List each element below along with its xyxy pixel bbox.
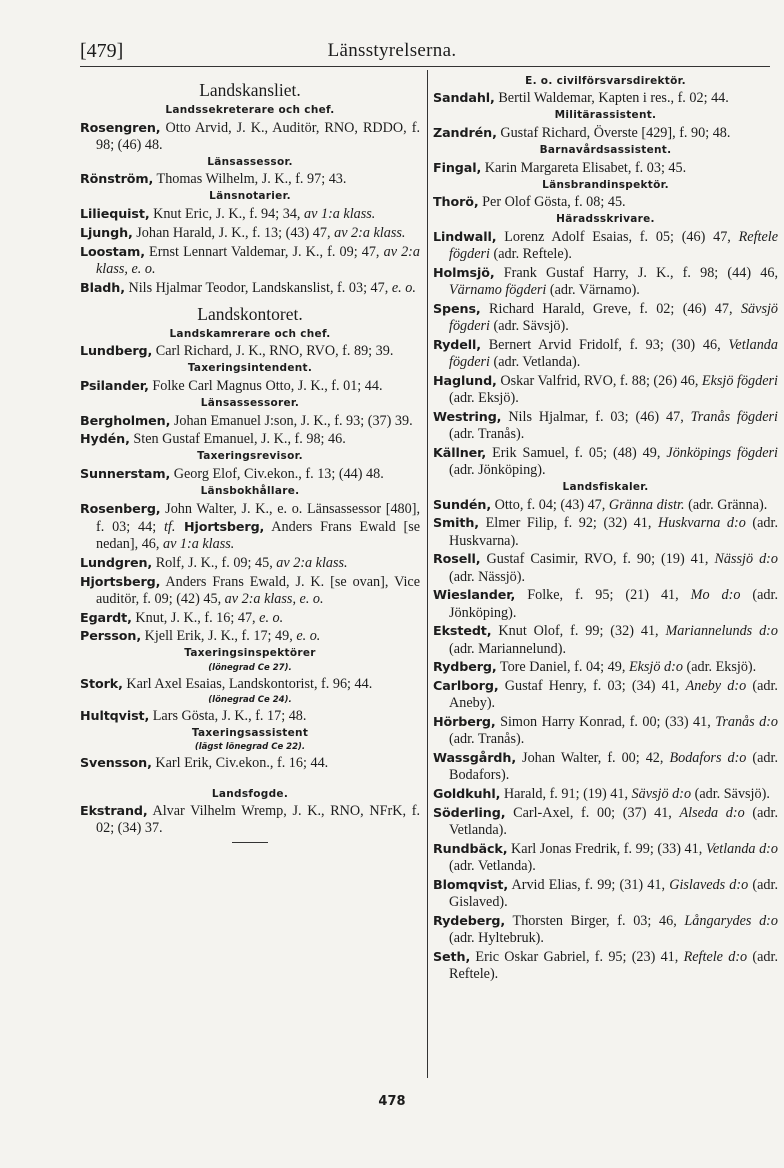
entry-text: Elmer Filip, f. 92; (32) 41,: [479, 515, 659, 532]
entry-address: (adr. Eksjö).: [682, 659, 757, 676]
entry-note: av 2:a klass.: [334, 224, 406, 241]
entry-name: Wieslander,: [433, 587, 516, 603]
entry-kallner: [433, 444, 778, 479]
entry-goldkuhl: [433, 785, 778, 803]
entry-text: Bertil Waldemar, Kapten i res., f. 02; 44.: [494, 90, 729, 107]
entry-text: Lars Gösta, J. K., f. 17; 48.: [149, 707, 307, 724]
entry-text: John Walter, J. K., e. o. Länsassessor [480], f. 03; 44;: [96, 500, 420, 535]
entry-district: Sävsjö d:o: [631, 786, 692, 803]
entry-liliequist: [80, 205, 420, 223]
entry-text: Knut Eric, J. K., f. 94; 34,: [149, 205, 305, 222]
subsection-heading: Barnavårdsassistent.: [539, 143, 672, 156]
entry-fingal: [433, 159, 778, 177]
entry-soderling: [433, 804, 778, 839]
entry-name: Söderling,: [433, 804, 506, 820]
entry-address: (adr. Sävsjö).: [489, 317, 569, 334]
subsection-heading: Landskamrerare och chef.: [169, 327, 331, 340]
entry-text: Folke Carl Magnus Otto, J. K., f. 01; 44.: [148, 377, 383, 394]
entry-note: av 2:a klass.: [276, 554, 348, 571]
left-column: [80, 73, 420, 843]
entry-note: e. o.: [259, 609, 284, 626]
entry-egardt: [80, 609, 420, 627]
entry-psilander: [80, 377, 420, 395]
entry-address: (adr. Reftele).: [449, 948, 779, 983]
entry-district: Eksjö fögderi: [701, 372, 778, 389]
entry-name: Holmsjö,: [433, 264, 495, 280]
entry-text: Thomas Wilhelm, J. K., f. 97; 43.: [153, 171, 347, 188]
entry-rosengren: [80, 119, 420, 154]
entry-address: (adr. Vetlanda).: [449, 858, 536, 875]
entry-text: Folke, f. 95; (21) 41,: [515, 587, 691, 604]
entry-text: Kjell Erik, J. K., f. 17; 49,: [141, 628, 297, 645]
entry-note: av 2:a klass, e. o.: [96, 243, 421, 277]
entry-text: Anders Frans Ewald, J. K. [se ovan], Vice auditör, f. 09; (42) 45,: [96, 573, 420, 607]
entry-address: (adr. Aneby).: [449, 678, 778, 712]
entry-district: Eksjö d:o: [628, 659, 683, 676]
entry-address: (adr. Nässjö).: [449, 568, 526, 585]
entry-name: Källner,: [433, 444, 487, 460]
entry-district: Reftele d:o: [683, 948, 748, 965]
entry-address: (adr. Reftele).: [489, 245, 572, 262]
entry-rundback: [433, 840, 778, 875]
entry-rosell: [433, 550, 778, 585]
entry-name: Ekstrand,: [80, 803, 148, 819]
header-rule: [80, 66, 770, 67]
entry-text: Knut, J. K., f. 16; 47,: [131, 609, 260, 626]
entry-name: Zandrén,: [433, 124, 497, 140]
entry-address: (adr. Tranås).: [449, 731, 525, 748]
entry-district: Bodafors d:o: [669, 750, 747, 767]
entry-holmsjo: [433, 264, 778, 299]
entry-text: Otto Arvid, J. K., Auditör, RNO, RDDO, f. 98; (46) 48.: [96, 119, 420, 153]
entry-note: av 1:a klass.: [304, 205, 376, 222]
entry-text: Carl-Axel, f. 00; (37) 41,: [505, 804, 680, 821]
entry-text: Gustaf Henry, f. 03; (34) 41,: [498, 678, 686, 695]
entry-name: Smith,: [433, 515, 480, 531]
entry-district: Gislaveds d:o: [669, 876, 749, 893]
page-number: 478: [378, 1094, 406, 1109]
entry-wassgardh: [433, 749, 778, 784]
entry-text: Thorsten Birger, f. 03; 46,: [505, 912, 685, 929]
entry-text: Erik Samuel, f. 05; (48) 49,: [486, 444, 667, 461]
entry-seth: [433, 948, 778, 983]
entry-text: Johan Walter, f. 00; 42,: [516, 750, 670, 767]
entry-name: Ekstedt,: [433, 623, 492, 639]
entry-text: Georg Elof, Civ.ekon., f. 13; (44) 48.: [170, 465, 384, 482]
entry-rydell: [433, 336, 778, 371]
entry-name: Westring,: [433, 408, 502, 424]
entry-address: (adr. Tranås).: [449, 425, 525, 442]
entry-district: Alseda d:o: [679, 804, 745, 821]
end-rule: [232, 842, 268, 843]
entry-text: Carl Richard, J. K., RNO, RVO, f. 89; 39.: [152, 343, 394, 360]
entry-wieslander: [433, 586, 778, 621]
entry-text: Oskar Valfrid, RVO, f. 88; (26) 46,: [496, 372, 702, 389]
entry-address: (adr. Jönköping).: [449, 461, 546, 478]
entry-thoro: [433, 193, 778, 211]
entry-name: Psilander,: [80, 377, 149, 393]
entry-name: Fingal,: [433, 159, 482, 175]
entry-text: Karl Axel Esaias, Landskontorist, f. 96; 44.: [122, 675, 373, 692]
entry-address: (adr. Hyltebruk).: [449, 930, 544, 947]
entry-note: e. o.: [391, 279, 416, 296]
entry-name: Wassgårdh,: [433, 750, 517, 766]
entry-sunden: [433, 496, 778, 514]
entry-ekstrand: [80, 802, 420, 837]
entry-rosenberg: [80, 500, 420, 554]
entry-stork: [80, 675, 420, 693]
salary-grade-note: (lägst lönegrad Ce 22).: [194, 742, 306, 753]
column-divider: [427, 70, 428, 1078]
entry-name: Lundgren,: [80, 554, 153, 570]
entry-address: (adr. Jönköping).: [449, 587, 778, 621]
entry-text: Alvar Vilhelm Wremp, J. K., RNO, NFrK, f. 02; (34) 37.: [96, 803, 420, 837]
entry-address: (adr. Mariannelund).: [449, 640, 567, 657]
entry-hjortsberg: [80, 573, 420, 608]
entry-district: Sävsjö fögderi: [449, 300, 778, 334]
entry-name: Hjortsberg,: [175, 518, 265, 534]
entry-name: Spens,: [433, 300, 481, 316]
entry-district: Reftele fögderi: [449, 228, 778, 262]
entry-name: Hörberg,: [433, 714, 496, 730]
subsection-heading: Taxeringsassistent: [191, 726, 309, 739]
right-column: [433, 73, 778, 984]
entry-name: Sundén,: [433, 496, 492, 512]
entry-name: Thorö,: [433, 194, 479, 210]
entry-name: Hydén,: [80, 431, 130, 447]
entry-text: Otto, f. 04; (43) 47,: [491, 496, 609, 513]
page-ref: [479]: [80, 40, 124, 62]
entry-haglund: [433, 372, 778, 407]
subsection-heading: Taxeringsintendent.: [187, 362, 313, 375]
entry-name: Rosell,: [433, 551, 481, 567]
subsection-heading: Landsfogde.: [211, 787, 289, 800]
entry-spens: [433, 300, 778, 335]
entry-persson: [80, 627, 420, 645]
entry-name: Lundberg,: [80, 343, 153, 359]
entry-name: Liliequist,: [80, 205, 150, 221]
entry-svensson: [80, 754, 420, 772]
subsection-heading: Länsassessorer.: [200, 396, 300, 409]
subsection-heading: Häradsskrivare.: [556, 213, 655, 226]
entry-name: Carlborg,: [433, 678, 499, 694]
entry-district: Vetlanda fögderi: [449, 336, 778, 370]
entry-name: Hultqvist,: [80, 707, 150, 723]
entry-text: Lorenz Adolf Esaias, f. 05; (46) 47,: [496, 228, 739, 245]
entry-text: Gustaf Casimir, RVO, f. 90; (19) 41,: [480, 551, 715, 568]
entry-note: av 1:a klass.: [162, 535, 235, 552]
entry-address: (adr. Gislaved).: [449, 876, 778, 911]
subsection-heading: Landssekreterare och chef.: [165, 104, 335, 116]
entry-district: Jönköpings fögderi: [666, 444, 778, 461]
entry-text: Nils Hjalmar, f. 03; (46) 47,: [501, 408, 691, 425]
entry-address: (adr. Vetlanda).: [489, 353, 581, 370]
entry-sandahl: [433, 89, 778, 107]
entry-address: (adr. Värnamo).: [546, 281, 640, 298]
entry-smith: [433, 514, 778, 549]
entry-name: Haglund,: [433, 372, 497, 388]
entry-district: Tranås fögderi: [690, 408, 778, 425]
entry-text: Karl Erik, Civ.ekon., f. 16; 44.: [151, 755, 329, 772]
entry-district: Långarydes d:o: [684, 912, 778, 929]
entry-text: Harald, f. 91; (19) 41,: [500, 786, 632, 803]
entry-name: Loostam,: [80, 243, 145, 259]
entry-address: (adr. Sävsjö).: [691, 786, 770, 803]
entry-address: (adr. Huskvarna).: [449, 515, 779, 549]
entry-address: (adr. Eksjö).: [449, 389, 519, 406]
subsection-heading: Landsfiskaler.: [562, 480, 649, 493]
entry-horberg: [433, 713, 778, 748]
entry-name: Persson,: [80, 628, 142, 644]
entry-name: Blomqvist,: [433, 876, 509, 892]
entry-name: Seth,: [433, 948, 471, 964]
entry-text: Bernert Arvid Fridolf, f. 93; (30) 46,: [480, 336, 729, 353]
entry-name: Rydell,: [433, 336, 481, 352]
section-title: Landskansliet.: [199, 80, 301, 100]
entry-district: Värnamo fögderi: [449, 281, 547, 298]
subsection-heading: E. o. civilförsvarsdirektör.: [525, 74, 686, 87]
entry-district: Gränna distr.: [608, 496, 685, 513]
entry-district: Aneby d:o: [685, 678, 747, 695]
entry-district: Nässjö d:o: [714, 551, 778, 568]
entry-rydeberg: [433, 912, 778, 947]
entry-district: Vetlanda d:o: [705, 840, 778, 857]
entry-sunnerstam: [80, 465, 420, 483]
entry-text: Anders Frans Ewald [se nedan], 46,: [96, 518, 421, 552]
section-title: Landskontoret.: [197, 303, 303, 324]
entry-zandren: [433, 124, 778, 142]
entry-district: Huskvarna d:o: [658, 515, 746, 532]
entry-text: Tore Daniel, f. 04; 49,: [496, 659, 629, 676]
entry-name: Hjortsberg,: [80, 573, 161, 589]
entry-rydberg: [433, 658, 778, 676]
subsection-heading: Länsbrandinspektör.: [542, 178, 669, 191]
entry-address: (adr. Bodafors).: [449, 750, 778, 784]
entry-blomqvist: [433, 876, 778, 911]
subsection-heading: Taxeringsinspektörer: [184, 647, 316, 660]
entry-text: Simon Harry Konrad, f. 00; (33) 41,: [495, 714, 716, 731]
entry-text: Ernst Lennart Valdemar, J. K., f. 09; 47,: [144, 243, 384, 260]
entry-note: e. o.: [296, 628, 321, 645]
entry-text: Gustaf Richard, Överste [429], f. 90; 48.: [496, 124, 731, 141]
entry-text: Richard Harald, Greve, f. 02; (46) 47,: [480, 300, 741, 317]
entry-name: Bergholmen,: [80, 412, 171, 428]
subsection-heading: Länsnotarier.: [209, 190, 291, 203]
entry-loostam: [80, 243, 420, 278]
entry-name: Stork,: [80, 675, 123, 691]
entry-address: (adr. Vetlanda).: [449, 804, 778, 839]
entry-district: Mo d:o: [690, 587, 741, 604]
entry-carlborg: [433, 677, 778, 712]
entry-text: Karl Jonas Fredrik, f. 99; (33) 41,: [507, 840, 706, 857]
subsection-heading: Taxeringsrevisor.: [197, 450, 303, 463]
entry-note: tf.: [163, 518, 176, 535]
entry-lindwall: [433, 228, 778, 263]
entry-text: Eric Oskar Gabriel, f. 95; (23) 41,: [470, 948, 684, 965]
entry-text: Frank Gustaf Harry, J. K., f. 98; (44) 46,: [494, 264, 778, 281]
entry-note: av 2:a klass, e. o.: [224, 590, 324, 607]
entry-name: Sandahl,: [433, 90, 495, 106]
entry-bladh: [80, 279, 420, 297]
entry-name: Rosengren,: [80, 119, 161, 135]
entry-name: Sunnerstam,: [80, 465, 171, 481]
entry-hyden: [80, 430, 420, 448]
subsection-heading: Länsbokhållare.: [200, 484, 300, 497]
entry-ljungh: [80, 224, 420, 242]
entry-district: Mariannelunds d:o: [665, 623, 778, 640]
entry-text: Arvid Elias, f. 99; (31) 41,: [508, 876, 670, 893]
entry-lundgren: [80, 554, 420, 572]
entry-text: Johan Harald, J. K., f. 13; (43) 47,: [132, 224, 335, 241]
entry-text: Nils Hjalmar Teodor, Landskanslist, f. 03; 47,: [124, 279, 392, 296]
entry-lundberg: [80, 342, 420, 360]
entry-text: Knut Olof, f. 99; (32) 41,: [491, 623, 666, 640]
entry-text: Sten Gustaf Emanuel, J. K., f. 98; 46.: [129, 431, 346, 448]
entry-name: Svensson,: [80, 755, 152, 771]
entry-name: Rönström,: [80, 171, 154, 187]
entry-address: (adr. Gränna).: [684, 496, 768, 513]
entry-name: Bladh,: [80, 279, 125, 295]
running-title: Länsstyrelserna.: [327, 40, 457, 61]
entry-text: Rolf, J. K., f. 09; 45,: [152, 554, 277, 571]
entry-bergholmen: [80, 412, 420, 430]
subsection-heading: Militärassistent.: [554, 109, 657, 122]
entry-name: Rydeberg,: [433, 912, 506, 928]
entry-name: Egardt,: [80, 609, 132, 625]
entry-name: Lindwall,: [433, 228, 497, 244]
entry-text: Johan Emanuel J:son, J. K., f. 93; (37) 39.: [170, 412, 413, 429]
entry-hultqvist: [80, 707, 420, 725]
entry-name: Ljungh,: [80, 224, 133, 240]
entry-name: Rundbäck,: [433, 840, 508, 856]
entry-text: Per Olof Gösta, f. 08; 45.: [478, 194, 626, 211]
entry-ronstrom: [80, 170, 420, 188]
subsection-heading: Länsassessor.: [207, 155, 293, 168]
entry-name: Goldkuhl,: [433, 786, 501, 802]
entry-district: Tranås d:o: [715, 714, 779, 731]
entry-name: Rosenberg,: [80, 500, 161, 516]
entry-ekstedt: [433, 622, 778, 657]
entry-text: Karin Margareta Elisabet, f. 03; 45.: [481, 159, 687, 176]
entry-westring: [433, 408, 778, 443]
entry-name: Rydberg,: [433, 659, 497, 675]
salary-grade-note: (lönegrad Ce 27).: [208, 662, 292, 673]
salary-grade-note: (lönegrad Ce 24).: [208, 694, 292, 705]
